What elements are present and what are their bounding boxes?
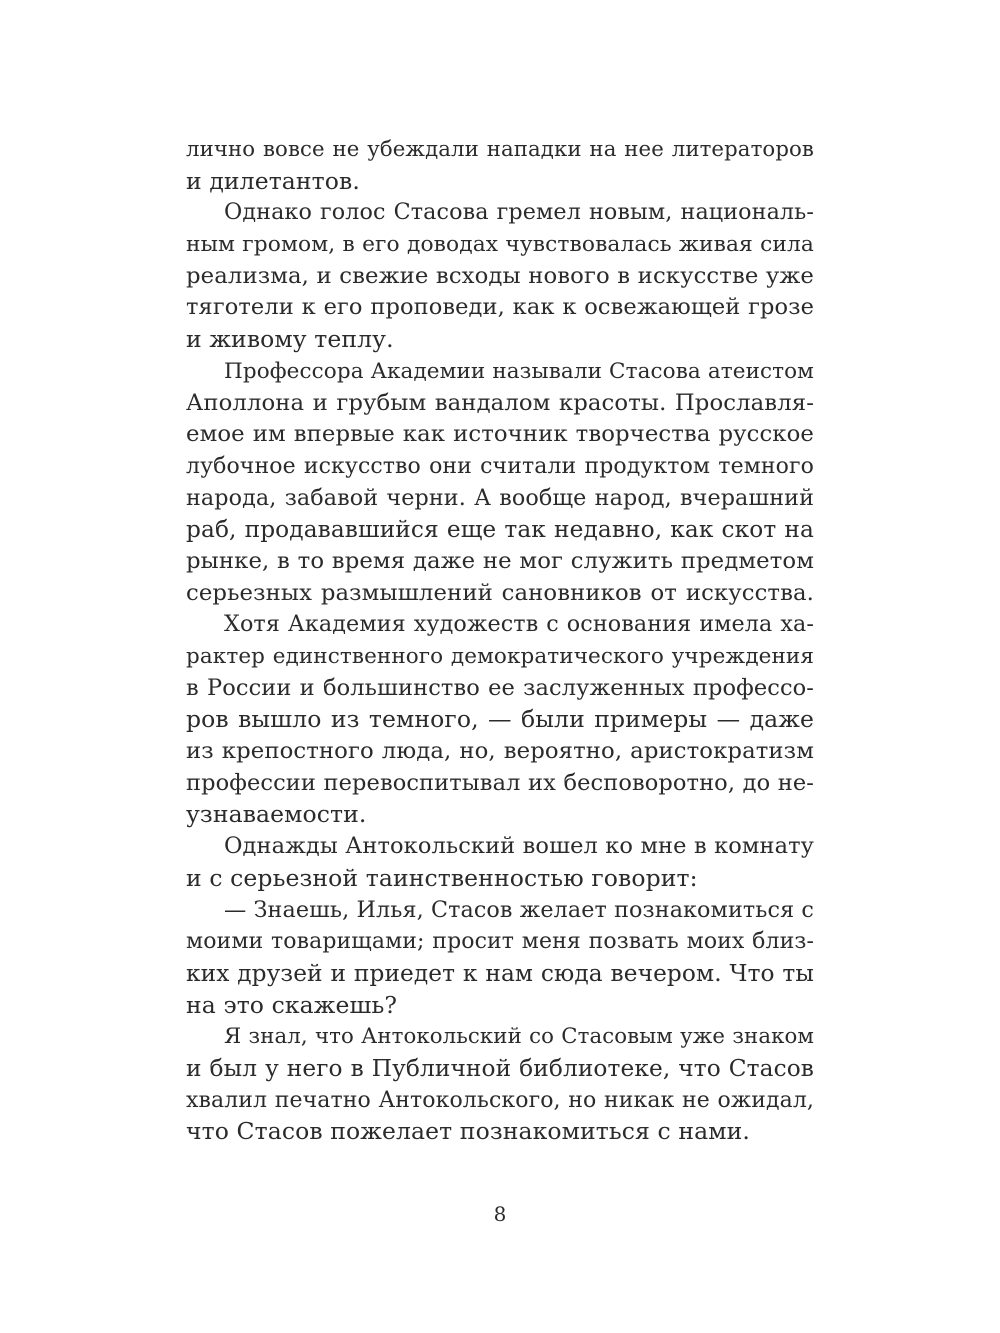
text-line: реализма, и свежие всходы нового в искусстве уже — [186, 262, 814, 289]
text-line: Хотя Академия художеств с основания имела ха- — [224, 611, 814, 638]
text-line: серьезных размышлений сановников от искусства. — [186, 579, 814, 606]
text-line: рактер единственного демократического учреждения — [186, 644, 814, 669]
text-line: ным громом, в его доводах чувствовалась живая сила — [186, 232, 814, 258]
text-line: хвалил печатно Антокольского, но никак не ожидал, — [186, 1087, 814, 1113]
text-line: и с серьезной таинственностью говорит: — [186, 863, 698, 892]
text-line: на это скажешь? — [186, 990, 398, 1019]
text-line: лубочное искусство они считали продуктом темного — [186, 453, 814, 479]
text-line: раб, продававшийся еще так недавно, как скот на — [186, 516, 814, 544]
text-line: и живому теплу. — [186, 325, 394, 354]
text-line: и дилетантов. — [186, 166, 360, 195]
text-line: и был у него в Публичной библиотеке, что Стасов — [186, 1054, 814, 1082]
text-line: рынке, в то время даже не мог служить предметом — [186, 547, 814, 574]
text-line: ров вышло из темного, — были примеры — даже — [186, 705, 814, 734]
text-line: ких друзей и приедет к нам сюда вечером. Что ты — [186, 959, 814, 987]
body-text — [186, 134, 814, 1148]
text-line: Профессора Академии называли Стасова атеистом — [224, 358, 814, 384]
text-line: лично вовсе не убеждали нападки на нее литераторов — [186, 137, 814, 162]
text-line: Однако голос Стасова гремел новым, националь- — [224, 199, 814, 226]
text-line: из крепостного люда, но, вероятно, аристократизм — [186, 738, 814, 765]
text-line: профессии перевоспитывал их бесповоротно, до не- — [186, 769, 814, 796]
page-number: 8 — [493, 1202, 507, 1226]
text-line: в России и большинство ее заслуженных профессо- — [186, 674, 814, 701]
text-line: узнаваемости. — [186, 800, 367, 829]
text-line: — Знаешь, Илья, Стасов желает познакомиться с — [224, 896, 814, 923]
text-line: Я знал, что Антокольский со Стасовым уже знаком — [224, 1024, 814, 1050]
text-line: народа, забавой черни. А вообще народ, вчерашний — [186, 484, 814, 511]
text-line: моими товарищами; просит меня позвать моих близ- — [186, 929, 814, 955]
text-line: тяготели к его проповеди, как к освежающей грозе — [186, 294, 814, 321]
text-line: емое им впервые как источник творчества русское — [186, 421, 814, 448]
text-line: Однажды Антокольский вошел ко мне в комнату — [224, 833, 814, 860]
text-line: что Стасов пожелает познакомиться с нами. — [186, 1117, 750, 1146]
text-line: Аполлона и грубым вандалом красоты. Прославля- — [186, 389, 814, 416]
